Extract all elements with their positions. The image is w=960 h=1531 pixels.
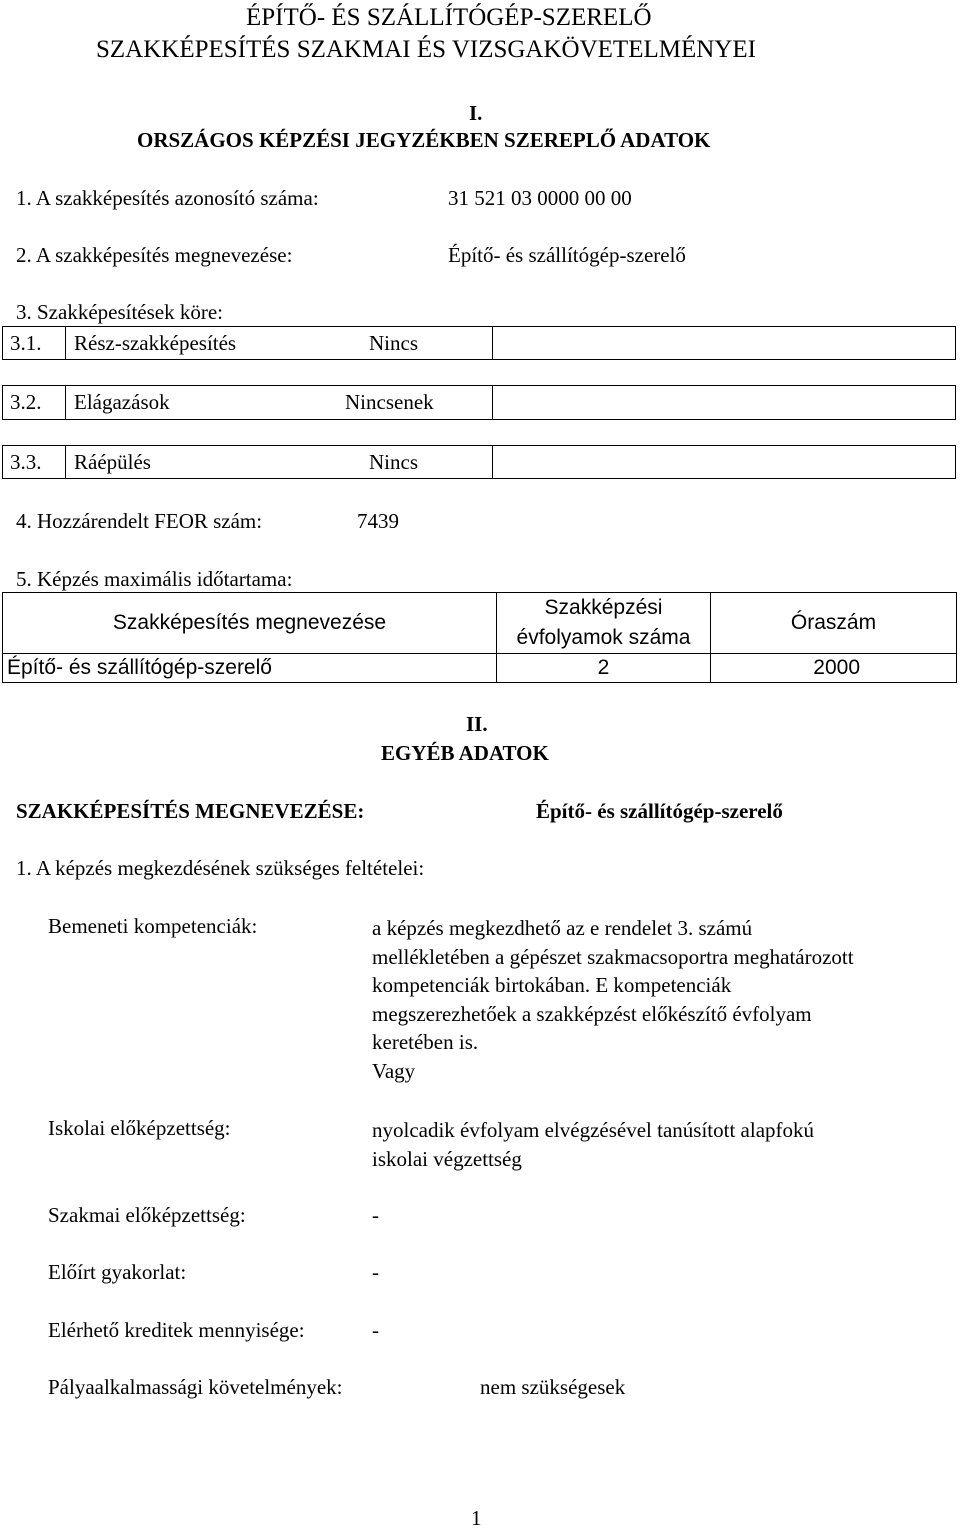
entry-competence-label: Bemeneti kompetenciák: — [48, 914, 258, 938]
credits-value: - — [372, 1318, 379, 1342]
sub3-value: Nincs — [369, 450, 418, 474]
section1-title: ORSZÁGOS KÉPZÉSI JEGYZÉKBEN SZEREPLŐ ADATOK — [137, 128, 711, 152]
sub3-number: 3.3. — [10, 450, 42, 474]
aptitude-label: Pályaalkalmassági követelmények: — [48, 1375, 343, 1399]
name-value: Építő- és szállítógép-szerelő — [448, 243, 686, 267]
col-header-years-line2: évfolyamok száma — [516, 626, 691, 649]
entry-line: kompetenciák birtokában. E kompetenciák — [372, 973, 732, 998]
sub1-number: 3.1. — [10, 331, 42, 355]
duration-table — [2, 592, 957, 683]
doc-title-line2: SZAKKÉPESÍTÉS SZAKMAI ÉS VIZSGAKÖVETELMÉNYEI — [96, 36, 756, 63]
feor-label: 4. Hozzárendelt FEOR szám: — [16, 509, 263, 533]
sub3-label: Ráépülés — [74, 450, 151, 474]
cell-years: 2 — [497, 654, 711, 683]
sub1-value: Nincs — [369, 331, 418, 355]
entry-line: mellékletében a gépészet szakmacsoportra meghatározott — [372, 944, 854, 969]
entry-line: keretében is. — [372, 1030, 479, 1055]
section2-number: II. — [466, 712, 488, 736]
name-label: 2. A szakképesítés megnevezése: — [16, 243, 293, 267]
sub2-number: 3.2. — [10, 390, 42, 414]
entry-line: Vagy — [372, 1058, 416, 1083]
cell-hours: 2000 — [711, 654, 957, 683]
id-label: 1. A szakképesítés azonosító száma: — [16, 186, 319, 210]
col-header-name: Szakképesítés megnevezése — [3, 593, 497, 654]
prereq-title: 1. A képzés megkezdésének szükséges feltételei: — [16, 856, 425, 880]
prof-value: - — [372, 1203, 379, 1227]
feor-value: 7439 — [357, 509, 399, 533]
page-number: 1 — [471, 1506, 482, 1530]
doc-title-line1: ÉPÍTŐ- ÉS SZÁLLÍTÓGÉP-SZERELŐ — [246, 4, 652, 31]
qualification-name-value: Építő- és szállítógép-szerelő — [536, 799, 783, 823]
school-label: Iskolai előképzettség: — [48, 1116, 231, 1140]
col-header-years-line1: Szakképzési — [544, 596, 663, 619]
school-text — [372, 1116, 956, 1173]
practice-value: - — [372, 1260, 379, 1284]
duration-table-row — [3, 654, 957, 683]
id-value: 31 521 03 0000 00 00 — [448, 186, 632, 210]
cell-name: Építő- és szállítógép-szerelő — [3, 654, 497, 683]
practice-label: Előírt gyakorlat: — [48, 1260, 187, 1284]
entry-line: megszerezhetőek a szakképzést előkészítő évfolyam — [372, 1001, 812, 1026]
sub2-value: Nincsenek — [345, 390, 434, 414]
scope-label: 3. Szakképesítések köre: — [16, 300, 224, 324]
entry-competence-text — [372, 914, 956, 1086]
col-header-years — [497, 593, 711, 654]
entry-line: a képzés megkezdhető az e rendelet 3. számú — [372, 916, 753, 940]
qualification-name-label: SZAKKÉPESÍTÉS MEGNEVEZÉSE: — [16, 799, 365, 823]
duration-table-header-row — [3, 593, 957, 654]
credits-label: Elérhető kreditek mennyisége: — [48, 1318, 305, 1342]
section2-title: EGYÉB ADATOK — [381, 741, 549, 765]
col-header-hours: Óraszám — [711, 593, 957, 654]
school-line: nyolcadik évfolyam elvégzésével tanúsított alapfokú — [372, 1118, 815, 1142]
duration-label: 5. Képzés maximális időtartama: — [16, 567, 293, 591]
prof-label: Szakmai előképzettség: — [48, 1203, 246, 1227]
section1-number: I. — [469, 101, 483, 125]
sub1-label: Rész-szakképesítés — [74, 331, 237, 355]
sub2-label: Elágazások — [74, 390, 170, 414]
school-line: iskolai végzettség — [372, 1146, 522, 1171]
aptitude-value: nem szükségesek — [480, 1375, 626, 1399]
